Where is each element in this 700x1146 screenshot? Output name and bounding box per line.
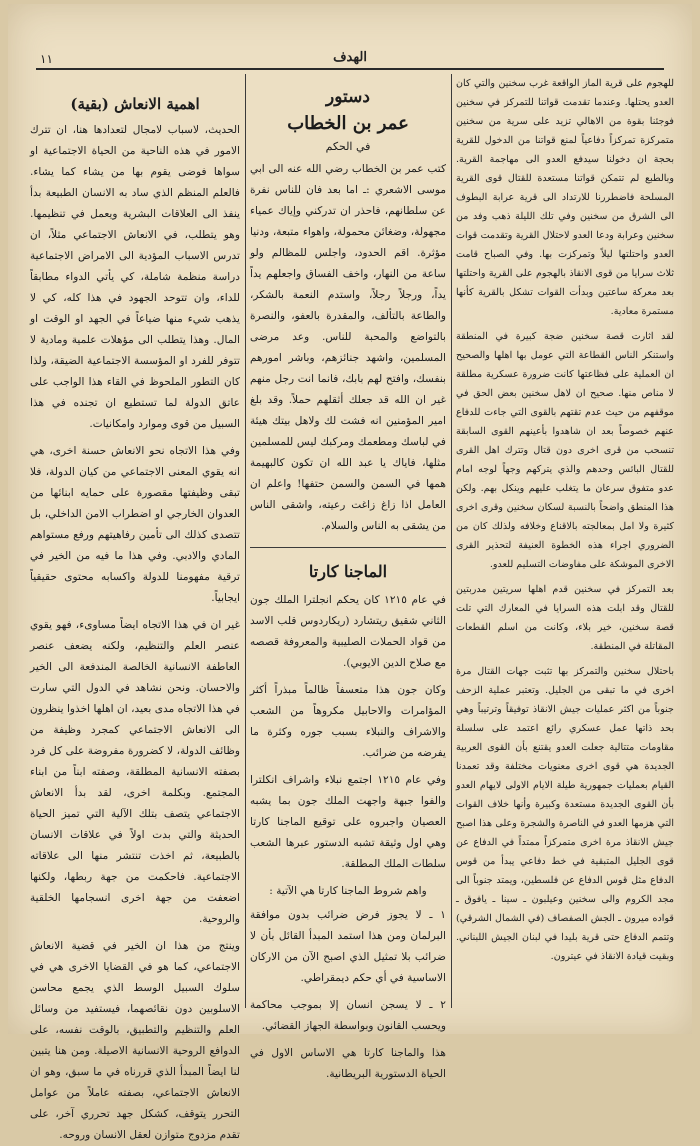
right-paragraph: بعد التمركز في سخنين قدم اهلها سريتين مدربتين للقتال وقد ابلت هذه السرايا في المعارك التي تلت قصة سخنين، خير بلاء، وكانت من اسلم القطعات المقاتلة في المنطقة. — [456, 584, 674, 652]
right-column — [456, 74, 674, 1010]
left-paragraph: وفي هذا الاتجاه نحو الانعاش حسنة اخرى، هي انه يقوي المعنى الاجتماعي من كيان الدولة، فلا تبقى وظيفتها مقصورة على حمايه ابنائها من العدوان الخارجي او اضطراب الامن الداخلي، بل تتصدى كذلك الى تأمين رفاهيتهم ورفع مستواهم المادي والادبي. وفي هذا ما فيه من الخير في ترقية مفهومنا للدولة واكسابه محتوى حقيقياً ايجابياً. — [30, 445, 240, 604]
magna-carta-title: الماجنا كارتا — [308, 562, 388, 581]
left-article-title: اهمية الانعاش (بقية) — [70, 95, 200, 113]
publication-title: الهدف — [333, 50, 367, 65]
header-rule — [36, 68, 664, 70]
page-header — [8, 44, 692, 68]
page-number: ١١ — [40, 52, 53, 66]
left-paragraph: غير ان في هذا الاتجاه ايضاً مساوىء، فهو يقوي عنصر العلم والتنظيم، ولكنه يضعف عنصر العاطفة الانسانية الخالصة المندفعة الى الخير والاحسان. ونحن نشاهد في الدول التي سارت في هذا الاتجاه مدى بعيد، ان اهلها اخذوا ينظرون الى الانعاش الاجتماعي كمجرد وظيفة من وظائف الدولة، لا كضرورة مفروضة على كل فرد بصفته الانسانية المطلقة، وصفته ابناً من ابناء المجتمع. وبكلمة اخرى، لقد بدأ الانعاش الاجتماعي يتصف بتلك الآلية التي تميز الحياة الحديثة والتي بدت اولاً في علاقات الانسان بالطبيعة، ثم اخذت تنتشر منها الى علاقاته الاجتماعية. فاحكمت من جهة ربطها، ولكنها اضعفت من جهة اخرى انسجامها الخلقية والروحية. — [30, 619, 240, 925]
right-paragraph: لقد اثارت قصة سخنين ضجة كبيرة في المنطقة واستنكر الناس القطاعة التي عومل بها اهلها والصحيح ان العملية على فظاعتها كانت ضرورة عسكرية مطلقة لا مناص منها. صحيح ان لاهل سخنين بعض الحق في موقفهم من حيث عدم تقتهم بالقوى التي جاءت للدفاع عنهم خصوصاً بعد ان شاهدوا بأعينهم القوى السابقة تنسحب من قرى اخرى دون قتال وتترك اهل القرى للقتال البائس وحدهم والذي يتركهم وجهاً لوجه امام عدو متفوق سرعان ما يتغلب عليهم وينكل بهم. ولكن هذا المنطق واضحاً بالنسبة لسكان سخنين وقرى اخرى كثيرة ولا امل بمعالجته بالاقناع وخلافه ولذلك كان من الضروري اجراء هذه الخطوة العنيفة لتحذير القرى الاخرى الموشكة على مفاوضات التسليم للعدو. — [456, 331, 674, 570]
column-divider-left — [245, 74, 246, 1008]
section-divider — [250, 547, 446, 548]
right-paragraph: للهجوم على قرية الماز الواقعة غرب سخنين والتي كان العدو يحتلها. وعندما تقدمت قواتنا للتمركز في سخنين فوجئنا بقوة من الاهالي تزيد على سرية من سخنين متمركزة تمركزاً دفاعياً لمنع قواتنا من الدخول للقرية بحجة ان دخولنا سيدفع العدو الى مهاجمة القرية. وبالطبع لم تتمكن قواتنا مستعدة للقتال قوى القرية المسلحة فاضطررنا للارتداد الى قرية عرابة البطوف الى الشرق من سخنين وفي تلك الليلة ذهب وفد من سخنين وعرابة ودعا العدو لاحتلال القرية وتقدمت قوات العدو واحتلتها ليلاً وتمركزت بها. وفي الصباح قامت ثلاث سرايا من قوى الانقاذ بالهجوم على القرية واحتلتها بعد معركة ساعتين وبدأت القوات تشكل بالقرية كأنها مستمرة معادية. — [456, 78, 674, 317]
left-paragraph: وينتج من هذا ان الخير في قضية الانعاش الاجتماعي، كما هو في القضايا الاخرى هي في سلوك السبيل الوسط الذي يجمع محاسن الاسلوبين دون نقائصهما، فيستفيد من وسائل العلم والتنظيم والتطبيق، بالوقت نفسه، على الدوافع الروحية الانسانية الاصيلة. ومن هنا يتبين لنا ايضاً المبدأ الذي قررناه في ما سبق، وهو ان الانعاش الاجتماعي، بصفته عاملاً من عوامل التحرر يتوقف، كشكل جهد تحرري آخر، على تقدم مزدوج متوازن لعقل الانسان وروحه. — [30, 940, 240, 1141]
left-column — [30, 74, 240, 1141]
article-subtitle: في الحكم — [325, 140, 371, 153]
magna-paragraph: وفي عام ١٢١٥ اجتمع نبلاء واشراف انكلترا والفوا جبهة واجهت الملك جون بما يشبه العصيان واجبروه على توقيع الماجنا كارتا وهي اول وثيقة تشبه الدستور عبرها الشعب سلطات الملك المطلقة. — [250, 774, 446, 870]
left-paragraph: الحديث، لاسباب لامجال لتعدادها هنا، ان تترك الامور في هذه الناحية من الحياة الاجتماعية او سواها فوضى يقوم بها من يشاء كما يشاء. فالعلم المنظم الذي ساد به الانسان الطبيعة بدأ ينفذ الى العلاقات البشرية ويعمل في تنظيمها. وهو يتطلب، في الانعاش الاجتماعي مثلاً، ان تدرس الاسباب المؤدية الى الامراض الاجتماعية دراسة منظمة شاملة، كي يأتي الدواء مطابقاً للداء، وان تتوحد الجهود في هذا كله، كي لا يذهب شيء منها ضياعاً في الجهد او الوقت او المال. وهذا يتطلب الى مؤهلات علمية ومادية لا تتوفر للفرد او المؤسسة الاجتماعية الضيقة، ولذا كان التطور الملحوظ في القاء هذا الواجب على عاتق الدولة لما تستطيع ان تجنده في هذا السبيل من قوى وموارد وامكانيات. — [30, 124, 240, 430]
condition-item: ١ ـ لا يجوز فرض ضرائب بدون موافقة البرلمان ومن هذا استمد المبدأ القائل بأن لا ضرائب بلا تمثيل الذي اصبح الآن من الاركان الاساسية في أي حكم ديمقراطي. — [250, 909, 446, 984]
middle-column — [250, 74, 446, 1080]
condition-item: ٢ ـ لا يسجن انسان إلا بموجب محاكمة ويحسب القانون وبواسطة الجهاز القضائي. — [250, 999, 446, 1032]
right-paragraph: باحتلال سخنين والتمركز بها تثبت جهات القتال مرة اخرى في ما تبقى من الجليل. وتعتبر عملية الزحف جنوباً من اكثر عمليات جيش الانقاذ توفيقاً وترتيباً وهي بحد ذاتها عمل عسكري رائع اعتمد على سلسلة مقاومات متتالية جعلت العدو يقتنع بأن القوى العربية الجديدة هي قوى اخرى معنويات مختلفة وقد تعمدنا القيام بعمليات جمهورية طيلة الايام الاولى لايهام العدو بأن القوى الجديدة مستعدة وكبيرة وأنها خلاف القوات التي هزمها العدو في الناصرة والشجرة وعلى هذا اصبح جيش الانقاذ مرة اخرى متمركزاً ممتداً في الدفاع عن قوى الجليل المتبقية في خط دفاعي يبدأ من قوس الدفاع مثل قوس الدفاع عن فلسطين، ويمتد جنوباً الى مجد الكروم والى سخنين وعيلبون ـ سينا ـ يافوق ـ قواده ميرون ـ الجش الصفصاف (في الشمال الشرقي) وتتمم الدفاع حتى قرية بليدا في لبنان الجيش اللبناني. وبقيت قيادة الانقاذ في عيترون. — [456, 666, 674, 962]
article-title-top: دستور — [326, 87, 370, 107]
conclusion-paragraph: هذا والماجنا كارتا هي الاساس الاول في الحياة الدستورية البريطانية. — [250, 1047, 446, 1080]
article-title-main: عمر بن الخطاب — [287, 113, 409, 134]
conditions-title: واهم شروط الماجنا كارتا هي الآتية : — [269, 885, 427, 897]
column-divider-right — [451, 74, 452, 1008]
omar-letter-paragraph: كتب عمر بن الخطاب رضي الله عنه الى ابي موسى الاشعري :ـ اما بعد فان للناس نفرة عن سلطانهم، فاحذر ان تدركني وإياك عمياء مجهولة، وضغائن محمولة، واهواء متبعة، ودنيا مؤثرة. اقم الحدود، واجلس للمظالم ولو ساعة من النهار، واخف الفساق واجعلهم يداً يداً، ورجلاً رجلاً، واستدم النعمة بالشكر، والطاعة بالتألف، والمقدرة بالعفو، والنصرة بالتواضع والمحبة للناس. وعد مرضى المسلمين، واشهد جنائزهم، وباشر امورهم بنفسك، وافتح لهم بابك، فانما انت رجل منهم غير ان الله قد جعلك أثقلهم حملاً. وقد بلغ امير المؤمنين انه فشت لك ولاهل بيتك هيئة في لباسك ومطعمك ومركبك ليس للمسلمين مثلها، فاياك يا عبد الله ان تكون كالبهيمة همها في السمن والسمن حتفها! واعلم ان العامل اذا زاغ زاغت رعيته، واشقى الناس من يشقى به الناس والسلام. — [250, 163, 446, 532]
magna-paragraph: في عام ١٢١٥ كان يحكم انجلترا الملك جون الثاني شقيق ريتشارد (ريكاردوس قلب الاسد من قواد الحملات الصليبية والمعروفة قصصه مع صلاح الدين الايوبي). — [250, 594, 446, 669]
newspaper-page — [8, 4, 692, 1141]
magna-paragraph: وكان جون هذا متعسفاً ظالماً مبذراً أكثر المؤامرات والاحابيل مكروهاً من الشعب والاشراف والنبلاء بسبب جوره وكثرة ما يفرضه من ضرائب. — [250, 684, 446, 759]
